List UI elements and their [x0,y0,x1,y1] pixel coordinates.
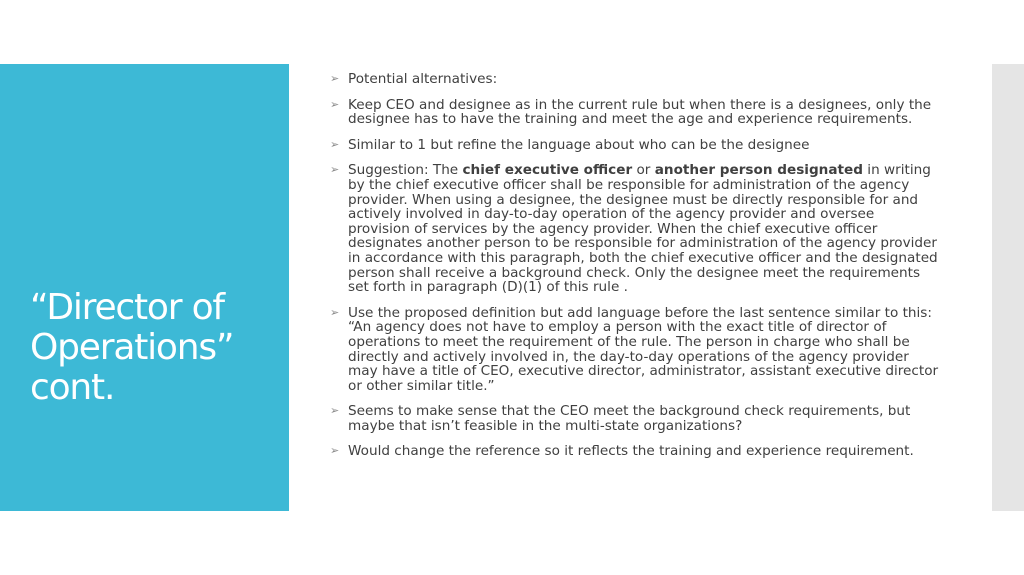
bold-term: chief executive officer [462,162,633,179]
bullet-item [330,444,940,459]
bullet-item [330,306,940,394]
text-segment: or [632,162,655,179]
bullet-text: Keep CEO and designee as in the current rule but when there is a designees, only the designee has to have the training and meet the age and experience requirements. [348,96,932,128]
bullet-item [330,138,940,153]
arrow-bullet-icon: ➢ [330,404,340,418]
bullet-text: Use the proposed definition but add language before the last sentence similar to this: “An agency does not have to employ a person with the exact title of director of operations to meet the requirement of the rule. The person in charge who shall be directly and actively involved in, the day-to-day operations of the agency provider may have a title of CEO, executive director, administrator, assistant executive director or other similar title.” [348,304,939,394]
bullet-text: Similar to 1 but refine the language about who can be the designee [348,136,810,153]
bold-term: another person designated [654,162,863,179]
bullet-text [348,162,938,295]
title-panel [0,64,289,511]
arrow-bullet-icon: ➢ [330,163,340,177]
arrow-bullet-icon: ➢ [330,97,340,111]
bullet-item [330,404,940,433]
arrow-bullet-icon: ➢ [330,72,340,85]
scroll-strip [992,64,1024,511]
slide-title: “Director of Operations” cont. [30,287,234,408]
bullet-item [330,163,940,294]
bullet-item [330,72,940,87]
arrow-bullet-icon: ➢ [330,137,340,151]
bullet-item [330,98,940,127]
bullet-text: Would change the reference so it reflects the training and experience requirement. [348,443,914,460]
arrow-bullet-icon: ➢ [330,305,340,319]
bullet-text: Seems to make sense that the CEO meet the background check requirements, but maybe that isn’t feasible in the multi-state organizations? [348,403,911,434]
bullet-list [330,72,940,470]
arrow-bullet-icon: ➢ [330,444,340,458]
text-segment: in writing by the chief executive officer shall be responsible for administration of the agency provider. When using a designee, the designee must be directly responsible for and actively involved in day-to-day operation of the agency provider and oversee provision of services by the agency provider. When the chief executive officer designates another person to be responsible for administration of the agency provider in accordance with this paragraph, both the chief executive officer and the designated person shall receive a background check. Only the designee meet the requirements set forth in paragraph (D)(1) of this rule . [348,162,938,296]
text-segment: Suggestion: The [348,162,463,179]
bullet-text: Potential alternatives: [348,71,498,87]
